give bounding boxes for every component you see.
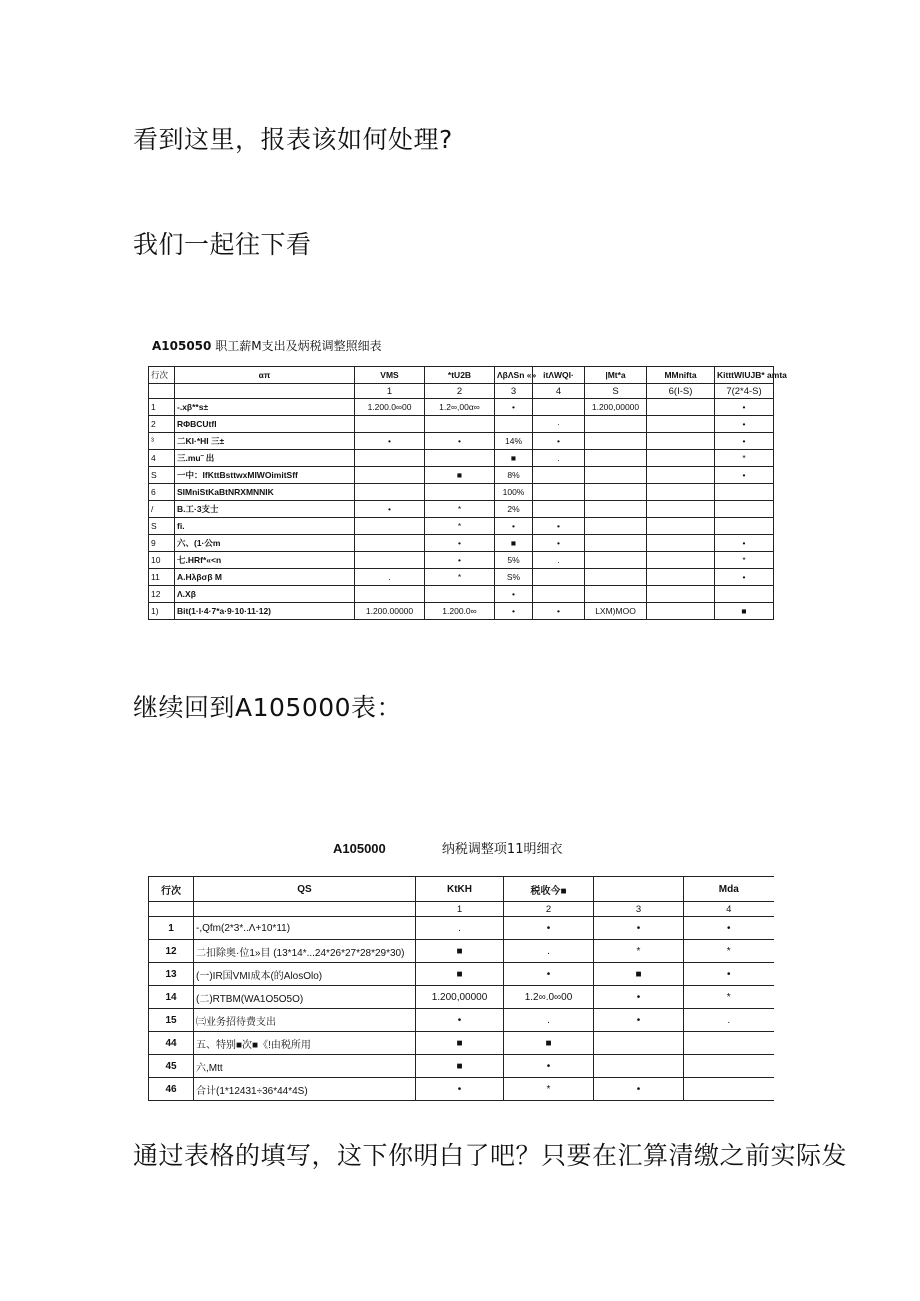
table-row — [149, 1009, 774, 1032]
table1-cell: A.Hλβσβ M — [175, 569, 355, 586]
table1-cell: 9 — [149, 535, 175, 552]
table2-cell: ㈢业务招待费支出 — [194, 1009, 416, 1032]
table1-cell: • — [533, 518, 585, 535]
table1-cell: 4 — [149, 450, 175, 467]
table2-cell: 13 — [149, 963, 194, 986]
table1-cell — [585, 535, 647, 552]
table1-cell: S — [149, 467, 175, 484]
table1-cell: • — [495, 399, 533, 416]
table2-cell — [684, 1078, 774, 1101]
table2-cell: ■ — [416, 963, 504, 986]
table1-cell: . — [355, 569, 425, 586]
table2-cell: ■ — [594, 963, 684, 986]
table1-cell: • — [715, 467, 774, 484]
table2-cell: • — [594, 986, 684, 1009]
table2-cell — [594, 1055, 684, 1078]
table1-cell: • — [533, 603, 585, 620]
table1-cell: • — [533, 535, 585, 552]
table2 — [148, 876, 774, 1101]
table2-cell: • — [504, 963, 594, 986]
table2-cell — [684, 1032, 774, 1055]
table2-cell — [594, 1032, 684, 1055]
table2-cell: ■ — [504, 1032, 594, 1055]
table1-cell: • — [495, 586, 533, 603]
table2-cell: ■ — [416, 1032, 504, 1055]
table1-cell: LXM)MOO — [585, 603, 647, 620]
table2-cell: . — [684, 1009, 774, 1032]
table1-cell — [715, 501, 774, 518]
table1-cell: • — [355, 501, 425, 518]
table1-subheader-cell: 7(2*4-S) — [715, 384, 774, 399]
table1-cell — [533, 569, 585, 586]
table1-cell: 一中：IfKttBsttwxMIWOimitSff — [175, 467, 355, 484]
table1-cell — [585, 416, 647, 433]
table1-cell — [647, 450, 715, 467]
table1-cell — [533, 501, 585, 518]
table-row — [149, 433, 774, 450]
table1-cell: * — [425, 501, 495, 518]
table2-subheader-row — [149, 902, 774, 917]
table1-cell — [647, 569, 715, 586]
table1-cell: fi. — [175, 518, 355, 535]
table1-cell: 1.200.0∞00 — [355, 399, 425, 416]
table1-cell: 6 — [149, 484, 175, 501]
table1-cell — [425, 484, 495, 501]
table2-cell: * — [504, 1078, 594, 1101]
table2-cell: . — [504, 1009, 594, 1032]
table2-cell: ■ — [416, 1055, 504, 1078]
table1-header-cell: *tU2B — [425, 367, 495, 384]
table1-cell: • — [495, 603, 533, 620]
table1-cell: * — [715, 450, 774, 467]
table2-cell: 44 — [149, 1032, 194, 1055]
table-row — [149, 1032, 774, 1055]
table-row — [149, 586, 774, 603]
table2-cell: 合计(1*12431÷36*44*4S) — [194, 1078, 416, 1101]
table-row — [149, 535, 774, 552]
table1-subheader-cell: 2 — [425, 384, 495, 399]
table1-cell: 11 — [149, 569, 175, 586]
table1-header-cell: KitttWlUJB* amta — [715, 367, 774, 384]
table1-cell — [647, 433, 715, 450]
table2-cell: • — [504, 917, 594, 940]
table1-header-cell: |Mt*a — [585, 367, 647, 384]
table2-cell: 五、特别■次■《!由税所用 — [194, 1032, 416, 1055]
table2-cell: . — [504, 940, 594, 963]
table1-cell: Λ.Xβ — [175, 586, 355, 603]
table1-cell: B.工·3支士 — [175, 501, 355, 518]
table2-cell: • — [416, 1078, 504, 1101]
table1-cell — [585, 501, 647, 518]
table2-cell: • — [504, 1055, 594, 1078]
table2-header-cell — [594, 877, 684, 902]
table1-cell: ³ — [149, 433, 175, 450]
table1-code: A105050 — [152, 339, 212, 353]
table2-subheader-cell — [149, 902, 194, 917]
table1-cell: 14% — [495, 433, 533, 450]
table2-cell: 1.2∞.0∞00 — [504, 986, 594, 1009]
table1-cell: ■ — [425, 467, 495, 484]
table2-cell: 45 — [149, 1055, 194, 1078]
table1-subheader-cell: 4 — [533, 384, 585, 399]
table1-cell: • — [715, 569, 774, 586]
table1-subheader-cell: 3 — [495, 384, 533, 399]
table1-cell — [647, 586, 715, 603]
table1-cell — [647, 603, 715, 620]
table2-cell: • — [594, 1009, 684, 1032]
table1-header-cell: itΛWQI· — [533, 367, 585, 384]
table-row — [149, 569, 774, 586]
table1-cell — [647, 467, 715, 484]
table2-cell: 15 — [149, 1009, 194, 1032]
table2-subheader-cell: 4 — [684, 902, 774, 917]
table2-header-row — [149, 877, 774, 902]
table1-cell — [355, 467, 425, 484]
table1-cell — [715, 586, 774, 603]
table1-cell — [495, 416, 533, 433]
table1-subheader-cell — [175, 384, 355, 399]
table-row — [149, 450, 774, 467]
table1-cell — [647, 552, 715, 569]
table2-header-cell: QS — [194, 877, 416, 902]
table1-cell: 12 — [149, 586, 175, 603]
table1-cell: -.xβ**s± — [175, 399, 355, 416]
table1-cell — [425, 416, 495, 433]
table-row — [149, 603, 774, 620]
table1-cell — [355, 484, 425, 501]
paragraph-2: 我们一起往下看 — [133, 230, 312, 259]
table2-subheader-cell — [194, 902, 416, 917]
table1-cell: S — [149, 518, 175, 535]
table1-cell — [533, 467, 585, 484]
table-row — [149, 416, 774, 433]
table2-cell: * — [594, 940, 684, 963]
table1-subheader-row — [149, 384, 774, 399]
table1-cell: · — [533, 416, 585, 433]
table1-cell: ■ — [495, 450, 533, 467]
table-row — [149, 963, 774, 986]
table-row — [149, 399, 774, 416]
paragraph-3: 继续回到A105000表： — [133, 693, 403, 722]
table1-cell: • — [425, 552, 495, 569]
table1-cell: / — [149, 501, 175, 518]
table1-cell — [355, 518, 425, 535]
table1-cell: • — [425, 433, 495, 450]
table1-cell: 2% — [495, 501, 533, 518]
table2-cell: • — [594, 1078, 684, 1101]
table1-cell — [585, 518, 647, 535]
paragraph-1: 看到这里，报表该如何处理? — [133, 125, 453, 154]
table1-header-row — [149, 367, 774, 384]
table2-cell: 12 — [149, 940, 194, 963]
table2-cell: 1.200,00000 — [416, 986, 504, 1009]
table2-code: A105000 — [333, 841, 386, 856]
table2-title — [333, 838, 562, 857]
table1-cell: 二KI·*HI 三± — [175, 433, 355, 450]
table1-name: 职工薪M支出及炳税调整照细表 — [215, 339, 382, 353]
table1-header-cell: απ — [175, 367, 355, 384]
table1-cell — [585, 433, 647, 450]
table1-cell — [533, 586, 585, 603]
table1-cell: • — [495, 518, 533, 535]
table-row — [149, 552, 774, 569]
table1-cell: • — [425, 535, 495, 552]
table1-cell — [647, 535, 715, 552]
table1-cell: • — [355, 433, 425, 450]
table2-cell: (二)RTBM(WA1O5O5O) — [194, 986, 416, 1009]
table1-cell: • — [715, 433, 774, 450]
table1-cell: Bit(1·I·4·7*a·9·10·11·12) — [175, 603, 355, 620]
table1-cell — [647, 484, 715, 501]
table1-cell — [355, 552, 425, 569]
table1-cell — [355, 416, 425, 433]
table2-subheader-cell: 1 — [416, 902, 504, 917]
table2-cell: 二扣除奥·位1»目 (13*14*...24*26*27*28*29*30) — [194, 940, 416, 963]
table1-cell — [647, 501, 715, 518]
table-row — [149, 484, 774, 501]
table2-name: 纳税调整项11明细衣 — [441, 842, 563, 857]
table2-cell: ■ — [416, 940, 504, 963]
table1-cell — [585, 467, 647, 484]
table1-cell — [533, 484, 585, 501]
table1-cell — [647, 518, 715, 535]
table2-cell: (一)IR国VMI成本(的AlosOlo) — [194, 963, 416, 986]
table1-cell: . — [533, 552, 585, 569]
table2-header-cell: 行次 — [149, 877, 194, 902]
table1-cell — [715, 484, 774, 501]
table2-header-cell: 税收今■ — [504, 877, 594, 902]
table1-cell: 2 — [149, 416, 175, 433]
table1-cell — [355, 535, 425, 552]
table2-cell: • — [684, 963, 774, 986]
table1-cell: 三.mu˜ 出 — [175, 450, 355, 467]
table2-cell: * — [684, 986, 774, 1009]
table1-cell — [355, 586, 425, 603]
table1-cell: 1.200.0∞ — [425, 603, 495, 620]
table1-cell — [425, 586, 495, 603]
table1-cell: . — [533, 450, 585, 467]
table-row — [149, 1055, 774, 1078]
table1-cell: • — [533, 433, 585, 450]
table1-cell: 10 — [149, 552, 175, 569]
table1-subheader-cell — [149, 384, 175, 399]
table1-header-cell: MMnifta — [647, 367, 715, 384]
table2-cell: 46 — [149, 1078, 194, 1101]
table1-cell — [425, 450, 495, 467]
table2-cell: 1 — [149, 917, 194, 940]
table-row — [149, 940, 774, 963]
table2-cell: * — [684, 940, 774, 963]
paragraph-4: 通过表格的填写，这下你明白了吧？只要在汇算清缴之前实际发 — [133, 1141, 848, 1170]
table1-cell: ■ — [715, 603, 774, 620]
table1-header-cell: VMS — [355, 367, 425, 384]
table2-cell: 14 — [149, 986, 194, 1009]
table1-cell: 8% — [495, 467, 533, 484]
table1 — [148, 366, 787, 620]
table-row — [149, 501, 774, 518]
table1-cell — [647, 416, 715, 433]
table1-cell: 100% — [495, 484, 533, 501]
table1-cell — [355, 450, 425, 467]
table2-cell — [684, 1055, 774, 1078]
table1-cell — [647, 399, 715, 416]
table1-cell: 六、(1·公m — [175, 535, 355, 552]
table1-cell: * — [715, 552, 774, 569]
table1-cell: * — [425, 569, 495, 586]
table2-cell: -,Qfm(2*3*..Λ+10*11) — [194, 917, 416, 940]
table1-cell: 1.2∞,00α∞ — [425, 399, 495, 416]
table1-cell — [585, 484, 647, 501]
table1-subheader-cell: 6(I-S) — [647, 384, 715, 399]
table-row — [149, 518, 774, 535]
table1-cell: • — [715, 416, 774, 433]
table1-cell: ■ — [495, 535, 533, 552]
table2-cell: • — [594, 917, 684, 940]
table2-subheader-cell: 2 — [504, 902, 594, 917]
table2-header-cell: KtKH — [416, 877, 504, 902]
table1-cell — [533, 399, 585, 416]
table1-cell: 1.200.00000 — [355, 603, 425, 620]
table1-cell — [585, 586, 647, 603]
table1-cell — [715, 518, 774, 535]
table1-cell — [585, 552, 647, 569]
table1-title — [152, 337, 382, 354]
table1-cell — [585, 450, 647, 467]
table2-cell: . — [416, 917, 504, 940]
table1-cell: SIMniStKaBtNRXMNNIK — [175, 484, 355, 501]
table1-subheader-cell: S — [585, 384, 647, 399]
table1-cell: • — [715, 399, 774, 416]
table1-header-cell: ΛβΛSn «» — [495, 367, 533, 384]
table1-cell: * — [425, 518, 495, 535]
table2-header-cell: Mda — [684, 877, 774, 902]
table1-header-cell: 行次 — [149, 367, 175, 384]
table1-cell: RΦBCUtfl — [175, 416, 355, 433]
table-row — [149, 1078, 774, 1101]
table2-cell: • — [684, 917, 774, 940]
table-row — [149, 986, 774, 1009]
table1-subheader-cell: 1 — [355, 384, 425, 399]
table1-cell: 七.HRf*«<n — [175, 552, 355, 569]
table1-cell: 5% — [495, 552, 533, 569]
table2-cell: • — [416, 1009, 504, 1032]
table2-cell: 六,Mtt — [194, 1055, 416, 1078]
table2-subheader-cell: 3 — [594, 902, 684, 917]
table1-cell: 1 — [149, 399, 175, 416]
table1-cell: S% — [495, 569, 533, 586]
table-row — [149, 917, 774, 940]
table1-cell: • — [715, 535, 774, 552]
table1-cell: 1) — [149, 603, 175, 620]
table1-cell — [585, 569, 647, 586]
table-row — [149, 467, 774, 484]
table1-cell: 1.200,00000 — [585, 399, 647, 416]
